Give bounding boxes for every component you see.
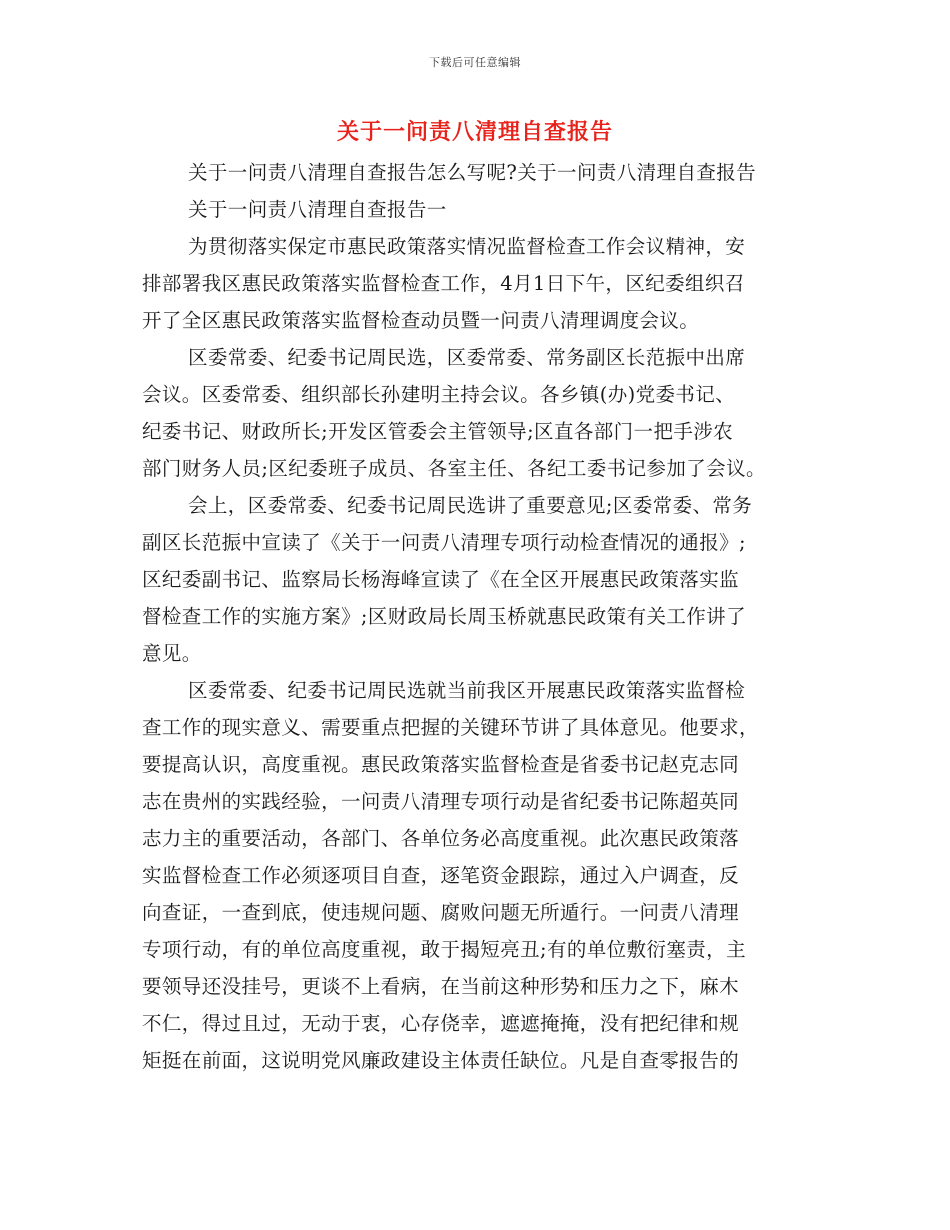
text-line: 排部署我区惠民政策落实监督检查工作，4月1日下午，区纪委组织召 [142, 272, 745, 295]
text-line: 区纪委副书记、监察局长杨海峰宣读了《在全区开展惠民政策落实监 [142, 568, 740, 591]
text-line: 志在贵州的实践经验，一问责八清理专项行动是省纪委书记陈超英同 [142, 790, 740, 813]
text-line: 副区长范振中宣读了《关于一问责八清理专项行动检查情况的通报》; [142, 531, 746, 554]
text-line: 为贯彻落实保定市惠民政策落实情况监督检查工作会议精神，安 [188, 235, 746, 258]
text-line: 开了全区惠民政策落实监督检查动员暨一问责八清理调度会议。 [142, 309, 700, 332]
text-line: 要提高认识，高度重视。惠民政策落实监督检查是省委书记赵克志同 [142, 753, 740, 776]
text-line: 矩挺在前面，这说明党风廉政建设主体责任缺位。凡是自查零报告的 [142, 1049, 740, 1072]
text-line: 向查证，一查到底，使违规问题、腐败问题无所遁行。一问责八清理 [142, 901, 740, 924]
text-line: 区委常委、纪委书记周民选，区委常委、常务副区长范振中出席 [188, 346, 746, 369]
text-line: 会上，区委常委、纪委书记周民选讲了重要意见;区委常委、常务 [188, 494, 753, 517]
text-line: 部门财务人员;区纪委班子成员、各室主任、各纪工委书记参加了会议。 [142, 457, 766, 480]
text-line: 督检查工作的实施方案》;区财政局长周玉桥就惠民政策有关工作讲了 [142, 605, 746, 628]
text-line: 关于一问责八清理自查报告怎么写呢?关于一问责八清理自查报告 [188, 161, 757, 184]
text-line: 专项行动，有的单位高度重视，敢于揭短亮丑;有的单位敷衍塞责，主 [142, 938, 746, 961]
page-header-note: 下载后可任意编辑 [429, 56, 521, 69]
text-line: 会议。区委常委、组织部长孙建明主持会议。各乡镇(办)党委书记、 [142, 383, 736, 406]
text-line: 实监督检查工作必须逐项目自查，逐笔资金跟踪，通过入户调查，反 [142, 864, 740, 887]
text-line: 志力主的重要活动，各部门、各单位务必高度重视。此次惠民政策落 [142, 827, 740, 850]
text-line: 查工作的现实意义、需要重点把握的关键环节讲了具体意见。他要求， [142, 716, 759, 739]
document-title: 关于一问责八清理自查报告 [336, 119, 613, 145]
text-line: 纪委书记、财政所长;开发区管委会主管领导;区直各部门一把手涉农 [142, 420, 734, 443]
document-body [142, 154, 808, 1079]
text-line: 不仁，得过且过，无动于衷，心存侥幸，遮遮掩掩，没有把纪律和规 [142, 1012, 740, 1035]
text-line: 关于一问责八清理自查报告一 [188, 198, 447, 221]
text-line: 要领导还没挂号，更谈不上看病，在当前这种形势和压力之下，麻木 [142, 975, 740, 998]
text-line: 意见。 [142, 642, 202, 665]
text-line: 区委常委、纪委书记周民选就当前我区开展惠民政策落实监督检 [188, 679, 746, 702]
